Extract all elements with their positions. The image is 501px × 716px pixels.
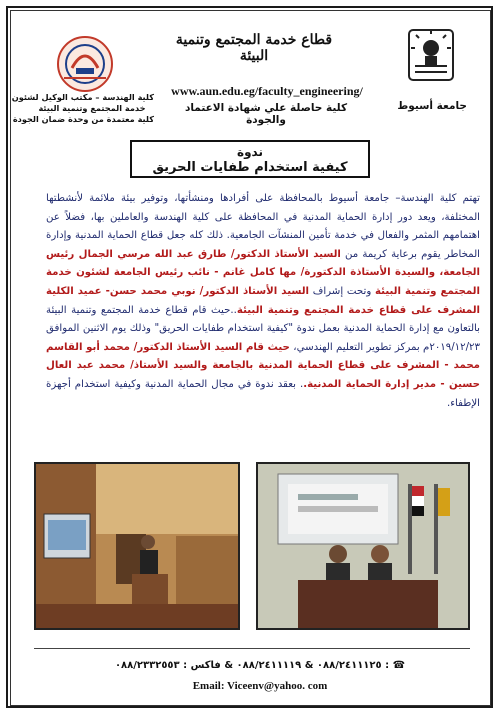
faculty-logo (54, 34, 116, 94)
article-text: . بعقد ندوة في مجال الحماية المدنية وكيفية استخدام أجهزة الإطفاء. (46, 378, 480, 409)
speaker-scene (36, 464, 238, 628)
faculty-line: كلية معتمدة من وحدة ضمان الجودة (12, 114, 154, 124)
faculty-url: www.aun.edu.eg/faculty_engineering/ (171, 84, 363, 98)
faculty-line: خدمة المجتمع وتنمية البيئة (38, 103, 146, 113)
certification-line: كلية حاصلة علي شهادة الاعتماد والجودة (184, 102, 348, 126)
seminar-photo-speaker (34, 462, 240, 630)
header (11, 14, 487, 130)
article-highlight: السيد الأستاذ الدكتور/ نوبي محمد حسن- عميد الكلية المشرف على قطاع خدمة المجتمع وتنمية البيئة (46, 285, 481, 316)
article-highlight: السيد الأستاذ الدكتور/ طارق عبد الله مرسي الجمال رئيس الجامعة، والسيدة الأستاذة الدكتورة/ مها كامل غانم - نائب رئيس الجامعة لشئون خدمة المجتمع وتنمية البيئة (46, 248, 480, 297)
article-text: وتحت إشراف (309, 285, 375, 297)
panel-scene (258, 464, 468, 628)
faculty-line: كلية الهندسة – مكتب الوكيل لشئون (11, 92, 154, 102)
footer-contact-phones: ☎ : ٠٨٨/٢٤١١١٢٥ & ٠٨٨/٢٤١١١١٩ & فاكس : ٠٨٨/٢٣٣٢٥٥٣ (114, 660, 406, 671)
article-text: تهتم كلية الهندسة– جامعة أسيوط بالمحافظة على أفرادها ومنشأتها، وتوفير بيئة ملائمة لأنشطتها المختلفة، ويعد دور إدارة الحماية المدنية في المحافظة على كلية الهندسة والعاملين بها، فضلاً عن اهتمامهم المثمر والفعال في خدمة تأمين المنشآت الجامعية. ذلك كله جعل قطاع الحماية المدنية وإدارة المخاطر يقوم برعاية كريمة من (46, 193, 481, 260)
seminar-kind: ندوة (237, 145, 263, 159)
university-name: جامعة أسيوط (397, 100, 467, 112)
footer-divider (34, 648, 470, 649)
seminar-photo-panel (256, 462, 470, 630)
university-logo (403, 26, 459, 88)
faculty-office-block (11, 92, 154, 125)
footer-email: Email: Viceenv@yahoo. com (192, 680, 328, 692)
seminar-title: كيفية استخدام طفايات الحريق (152, 160, 348, 175)
article-highlight: حيث قام السيد الأستاذ الدكتور/ محمد أبو القاسم محمد - المشرف على قطاع الحماية المدنية بالجامعة والسيد الأستاذ/ محمد عبد العال حسين - مدير إدارة الحماية المدنية. (46, 341, 480, 390)
article-text: ..حيث قام قطاع خدمة المجتمع وتنمية البيئة بالتعاون مع إدارة الحماية المدنية بعمل ندوة "كيفية استخدام طفايات الحريق" وذلك يوم الاثنين الموافق ٢٠١٩/١٢/٢٣م بمركز تطوير التعليم الهندسي، (46, 304, 480, 353)
article-body (46, 190, 480, 413)
seminar-title-box (130, 140, 370, 178)
sector-title: قطاع خدمة المجتمع وتنمية البيئة (175, 32, 333, 64)
